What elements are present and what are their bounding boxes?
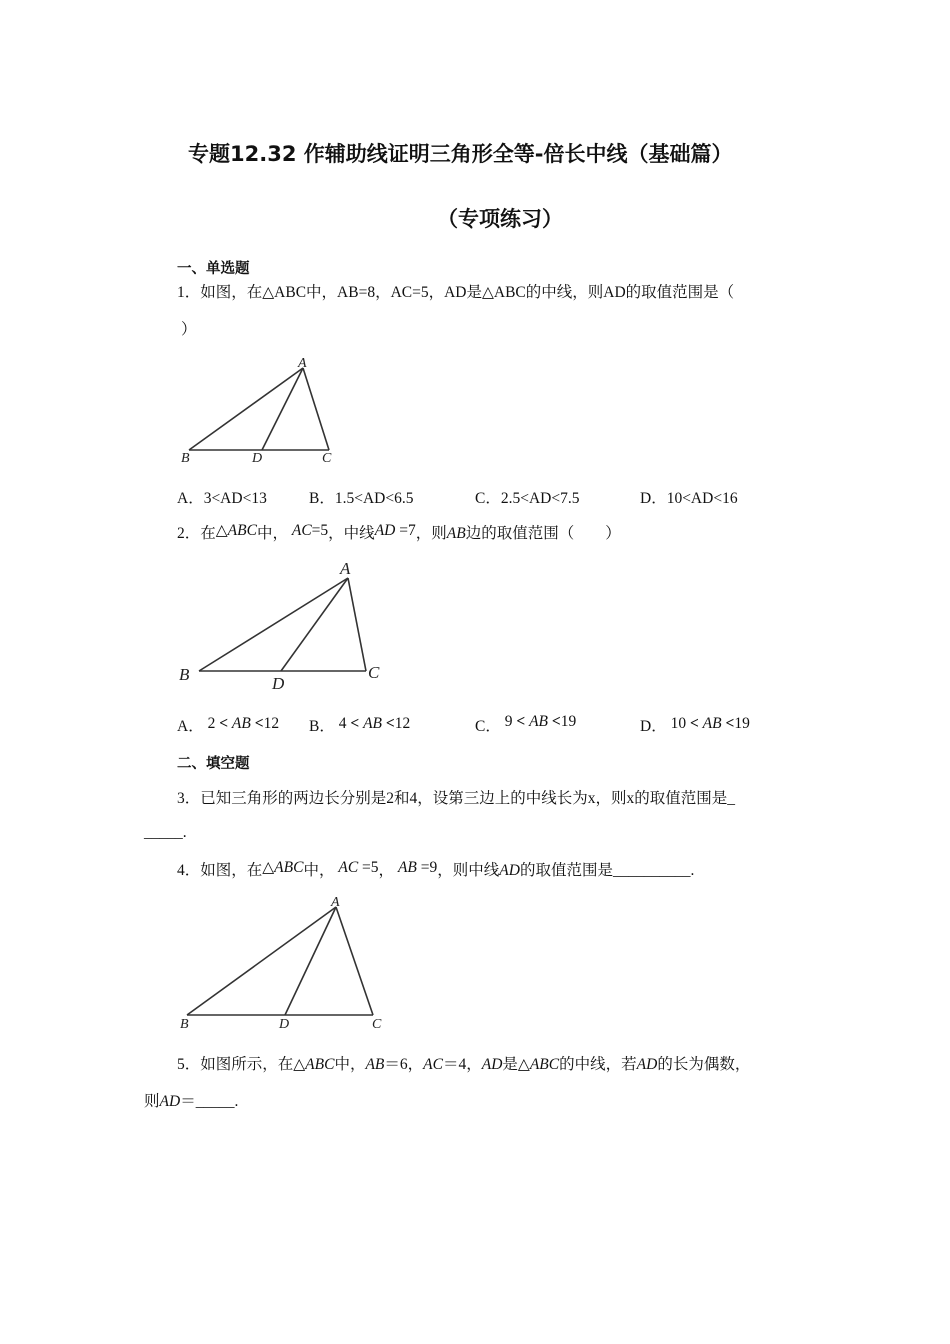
q2-ad-val: =7 — [399, 522, 416, 539]
option-lower: 4 — [338, 715, 347, 732]
q5-part: ＝_____. — [180, 1093, 239, 1110]
option-var: AB — [529, 713, 548, 730]
label-C: C — [372, 1017, 382, 1032]
lt-sign: < — [219, 715, 229, 732]
question-2-figure — [175, 556, 395, 696]
lt-sign: < — [689, 715, 699, 732]
option-var: AB — [231, 715, 251, 732]
segment-AB — [189, 368, 303, 450]
segment-AB — [199, 578, 348, 671]
question-4-figure — [175, 890, 395, 1035]
label-A: A — [298, 356, 307, 371]
q5-part: ＝4， — [442, 1056, 482, 1073]
q4-ab: AB — [397, 859, 417, 876]
label-D: D — [272, 674, 285, 693]
question-2-option-d — [640, 714, 750, 736]
question-2-text — [177, 521, 621, 543]
option-upper: 12 — [394, 715, 411, 732]
question-1-text-cont: ） — [181, 321, 197, 338]
q2-ac: AC — [291, 522, 312, 539]
segment-AD — [281, 578, 348, 671]
q5-part: 中， — [334, 1056, 366, 1073]
section-heading-single-choice: 一、单选题 — [177, 261, 250, 277]
document-subtitle: （专项练习） — [437, 207, 563, 231]
option-upper: 19 — [734, 715, 750, 732]
lt-sign: < — [725, 715, 735, 732]
q5-abc: ABC — [529, 1056, 560, 1073]
lt-sign: < — [254, 715, 264, 732]
q4-number: 4．如图，在 — [177, 862, 263, 879]
q5-part: 的中线，若 — [559, 1056, 637, 1073]
q5-part: ＝6， — [384, 1056, 424, 1073]
option-var: AB — [702, 715, 722, 732]
question-5-text-cont — [144, 1089, 238, 1111]
option-var: AB — [363, 715, 382, 732]
q2-ad: AD — [374, 522, 396, 539]
question-2-option-a — [177, 714, 279, 736]
q4-rest1: ，则中线 — [437, 862, 500, 879]
q2-ab: AB — [446, 525, 466, 542]
question-4-text — [177, 858, 694, 880]
lt-sign: < — [385, 715, 395, 732]
question-5-text — [177, 1052, 750, 1074]
q5-part: 则 — [144, 1093, 160, 1110]
q2-triangle: △ABC — [215, 522, 257, 539]
q5-part: 的长为偶数， — [657, 1056, 751, 1073]
q5-ac: AC — [423, 1056, 443, 1073]
question-3-text-cont: _____. — [144, 824, 187, 841]
question-1-option-c: C．2.5<AD<7.5 — [475, 490, 580, 507]
option-upper: 12 — [263, 715, 280, 732]
q4-ab-val: =9 — [420, 859, 438, 876]
q5-ab: AB — [365, 1056, 385, 1073]
question-2-option-c — [475, 714, 576, 736]
question-1-option-d: D．10<AD<16 — [640, 490, 738, 507]
label-C: C — [368, 663, 380, 682]
lt-sign: < — [350, 715, 360, 732]
q2-rest1: ，则 — [415, 525, 447, 542]
segment-AC — [348, 578, 366, 671]
q5-ad: AD — [481, 1056, 503, 1073]
option-letter: D． — [640, 718, 667, 735]
q4-ac-val: =5 — [362, 859, 379, 876]
label-B: B — [181, 451, 190, 466]
label-D: D — [279, 1017, 290, 1032]
q5-part: 是△ — [502, 1056, 530, 1073]
option-upper: 19 — [560, 713, 577, 730]
q4-triangle: △ABC — [262, 859, 304, 876]
question-1-option-a: A．3<AD<13 — [177, 490, 267, 507]
label-A: A — [340, 559, 351, 578]
q4-comma: ， — [378, 862, 395, 879]
segment-AD — [262, 368, 303, 450]
section-heading-fill-blank: 二、填空题 — [177, 756, 250, 772]
option-letter: B． — [309, 718, 335, 735]
label-A: A — [331, 895, 340, 910]
option-lower: 2 — [207, 715, 216, 732]
option-letter: A． — [177, 718, 204, 735]
question-1-figure — [175, 352, 345, 467]
label-C: C — [322, 451, 332, 466]
label-B: B — [179, 665, 190, 684]
q5-abc: ABC — [305, 1056, 335, 1073]
question-2-option-b — [309, 714, 410, 736]
q2-number: 2．在 — [177, 525, 216, 542]
q4-ac: AC — [338, 859, 359, 876]
q2-ac-val: =5 — [311, 522, 329, 539]
label-B: B — [180, 1017, 189, 1032]
q2-rest2: 边的取值范围（ ） — [465, 525, 621, 542]
q5-ad: AD — [159, 1093, 181, 1110]
segment-AC — [336, 907, 373, 1015]
option-lower: 9 — [504, 713, 513, 730]
segment-AB — [187, 907, 336, 1015]
q4-rest2: 的取值范围是__________. — [519, 862, 695, 879]
q2-zhong: 中， — [256, 525, 288, 542]
label-D: D — [252, 451, 263, 466]
q4-ad: AD — [499, 862, 520, 879]
q2-mid: ，中线 — [328, 525, 375, 542]
question-1-option-b: B．1.5<AD<6.5 — [309, 490, 414, 507]
lt-sign: < — [551, 713, 561, 730]
option-letter: C． — [475, 718, 501, 735]
segment-AD — [285, 907, 336, 1015]
document-title: 专题12.32 作辅助线证明三角形全等-倍长中线（基础篇） — [188, 142, 733, 166]
option-lower: 10 — [670, 715, 687, 732]
q4-zhong: 中， — [303, 862, 335, 879]
q5-part: 5．如图所示，在△ — [177, 1056, 306, 1073]
q5-ad: AD — [636, 1056, 658, 1073]
lt-sign: < — [516, 713, 526, 730]
question-1-text: 1．如图，在△ABC中，AB=8，AC=5，AD是△ABC的中线，则AD的取值范围是（ — [177, 284, 735, 301]
segment-AC — [303, 368, 329, 450]
question-3-text: 3．已知三角形的两边长分别是2和4，设第三边上的中线长为x，则x的取值范围是_ — [177, 790, 736, 807]
